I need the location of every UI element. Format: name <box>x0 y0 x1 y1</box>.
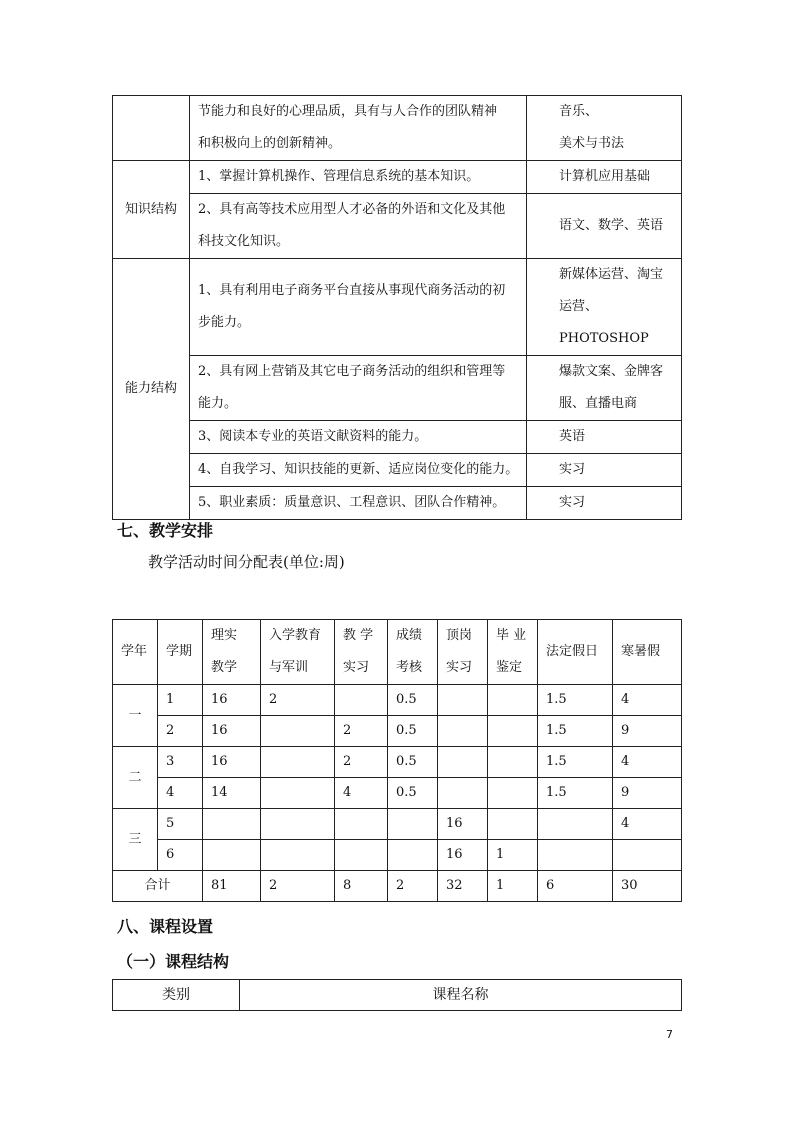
table-cell: 3 <box>158 747 203 778</box>
table-cell <box>438 747 488 778</box>
table-cell: 9 <box>613 778 682 809</box>
item-cell: 1、具有利用电子商务平台直接从事现代商务活动的初 步能力。 <box>190 259 527 356</box>
table-row <box>113 421 682 454</box>
table-cell: 0.5 <box>388 685 438 716</box>
table-cell <box>261 809 335 840</box>
table-cell <box>438 685 488 716</box>
column-header: 寒暑假 <box>613 620 682 685</box>
header-row <box>113 620 682 685</box>
table-cell: 4 <box>613 809 682 840</box>
category-cell <box>113 96 190 161</box>
table-cell: 2 <box>261 685 335 716</box>
page-number: 7 <box>666 1028 673 1041</box>
table-row <box>113 356 682 421</box>
table-cell <box>261 778 335 809</box>
table-cell <box>438 716 488 747</box>
item-cell: 节能力和良好的心理品质，具有与人合作的团队精神 和积极向上的创新精神。 <box>190 96 527 161</box>
table-cell: 2 <box>261 871 335 902</box>
course-cell: 实习 <box>527 454 682 487</box>
section-heading: 七、教学安排 <box>117 521 214 540</box>
table-cell: 1.5 <box>538 778 613 809</box>
table-cell: 2 <box>158 716 203 747</box>
table-cell <box>261 840 335 871</box>
category-cell: 能力结构 <box>113 259 190 520</box>
table-row <box>113 778 682 809</box>
table-row <box>113 161 682 194</box>
column-header: 入学教育 与军训 <box>261 620 335 685</box>
table-cell: 4 <box>158 778 203 809</box>
table-cell: 1.5 <box>538 716 613 747</box>
year-cell: 三 <box>113 809 158 871</box>
item-cell: 2、具有高等技术应用型人才必备的外语和文化及其他 科技文化知识。 <box>190 194 527 259</box>
column-header: 顶岗 实习 <box>438 620 488 685</box>
table-cell: 4 <box>335 778 388 809</box>
table-cell: 4 <box>613 685 682 716</box>
table-row <box>113 96 682 161</box>
table-cell: 32 <box>438 871 488 902</box>
item-cell: 5、职业素质：质量意识、工程意识、团队合作精神。 <box>190 487 527 520</box>
table-cell <box>261 747 335 778</box>
table-row <box>113 487 682 520</box>
table-cell <box>388 809 438 840</box>
table-cell: 4 <box>613 747 682 778</box>
table-cell <box>335 809 388 840</box>
table-cell: 16 <box>438 840 488 871</box>
schedule-table <box>112 619 682 902</box>
course-cell: 新媒体运营、淘宝 运营、PHOTOSHOP <box>527 259 682 356</box>
table-cell <box>488 809 538 840</box>
course-cell: 实习 <box>527 487 682 520</box>
table-cell: 1 <box>488 871 538 902</box>
structure-table <box>112 95 682 520</box>
table-cell <box>538 809 613 840</box>
table-cell: 16 <box>203 716 261 747</box>
table-cell <box>438 778 488 809</box>
total-row <box>113 871 682 902</box>
table-cell <box>488 716 538 747</box>
table-cell: 81 <box>203 871 261 902</box>
table-cell <box>335 840 388 871</box>
course-cell: 语文、数学、英语 <box>527 194 682 259</box>
table-cell: 6 <box>538 871 613 902</box>
table-cell: 9 <box>613 716 682 747</box>
course-cell: 计算机应用基础 <box>527 161 682 194</box>
header-row <box>113 980 682 1011</box>
table-cell <box>261 716 335 747</box>
section-heading: 八、课程设置 <box>117 917 214 936</box>
table-cell: 16 <box>203 685 261 716</box>
table-cell: 30 <box>613 871 682 902</box>
table-cell: 1.5 <box>538 747 613 778</box>
column-header: 教 学 实习 <box>335 620 388 685</box>
item-cell: 1、掌握计算机操作、管理信息系统的基本知识。 <box>190 161 527 194</box>
column-header: 理实 教学 <box>203 620 261 685</box>
column-header: 法定假日 <box>538 620 613 685</box>
table-cell <box>488 747 538 778</box>
table-row <box>113 194 682 259</box>
table-row <box>113 840 682 871</box>
course-structure-table <box>112 979 682 1011</box>
year-cell: 一 <box>113 685 158 747</box>
table-row <box>113 716 682 747</box>
table-row <box>113 454 682 487</box>
table-cell <box>388 840 438 871</box>
column-header: 类别 <box>113 980 240 1011</box>
table-cell: 16 <box>203 747 261 778</box>
table-row <box>113 809 682 840</box>
table-row <box>113 685 682 716</box>
item-cell: 4、自我学习、知识技能的更新、适应岗位变化的能力。 <box>190 454 527 487</box>
subsection-heading: （一）课程结构 <box>117 952 230 971</box>
table-cell: 0.5 <box>388 778 438 809</box>
column-header: 学期 <box>158 620 203 685</box>
table-cell: 2 <box>388 871 438 902</box>
column-header: 学年 <box>113 620 158 685</box>
column-header: 课程名称 <box>240 980 682 1011</box>
table-cell: 2 <box>335 716 388 747</box>
table-cell: 8 <box>335 871 388 902</box>
table-cell <box>613 840 682 871</box>
column-header: 成绩 考核 <box>388 620 438 685</box>
table-cell <box>335 685 388 716</box>
item-cell: 3、阅读本专业的英语文献资料的能力。 <box>190 421 527 454</box>
table-row <box>113 747 682 778</box>
table-cell <box>538 840 613 871</box>
table-cell: 5 <box>158 809 203 840</box>
course-cell: 音乐、 美术与书法 <box>527 96 682 161</box>
column-header: 毕 业 鉴定 <box>488 620 538 685</box>
table-cell <box>488 685 538 716</box>
table-cell: 0.5 <box>388 716 438 747</box>
course-cell: 爆款文案、金牌客 服、直播电商 <box>527 356 682 421</box>
table-cell: 1.5 <box>538 685 613 716</box>
table-row <box>113 259 682 356</box>
table-caption: 教学活动时间分配表(单位:周) <box>148 553 345 571</box>
course-cell: 英语 <box>527 421 682 454</box>
item-cell: 2、具有网上营销及其它电子商务活动的组织和管理等 能力。 <box>190 356 527 421</box>
table-cell: 0.5 <box>388 747 438 778</box>
table-cell: 1 <box>158 685 203 716</box>
total-label: 合计 <box>113 871 203 902</box>
table-cell: 6 <box>158 840 203 871</box>
table-cell <box>203 840 261 871</box>
table-cell: 2 <box>335 747 388 778</box>
year-cell: 二 <box>113 747 158 809</box>
table-cell <box>488 778 538 809</box>
table-cell: 1 <box>488 840 538 871</box>
table-cell: 16 <box>438 809 488 840</box>
table-cell <box>203 809 261 840</box>
category-cell: 知识结构 <box>113 161 190 259</box>
table-cell: 14 <box>203 778 261 809</box>
